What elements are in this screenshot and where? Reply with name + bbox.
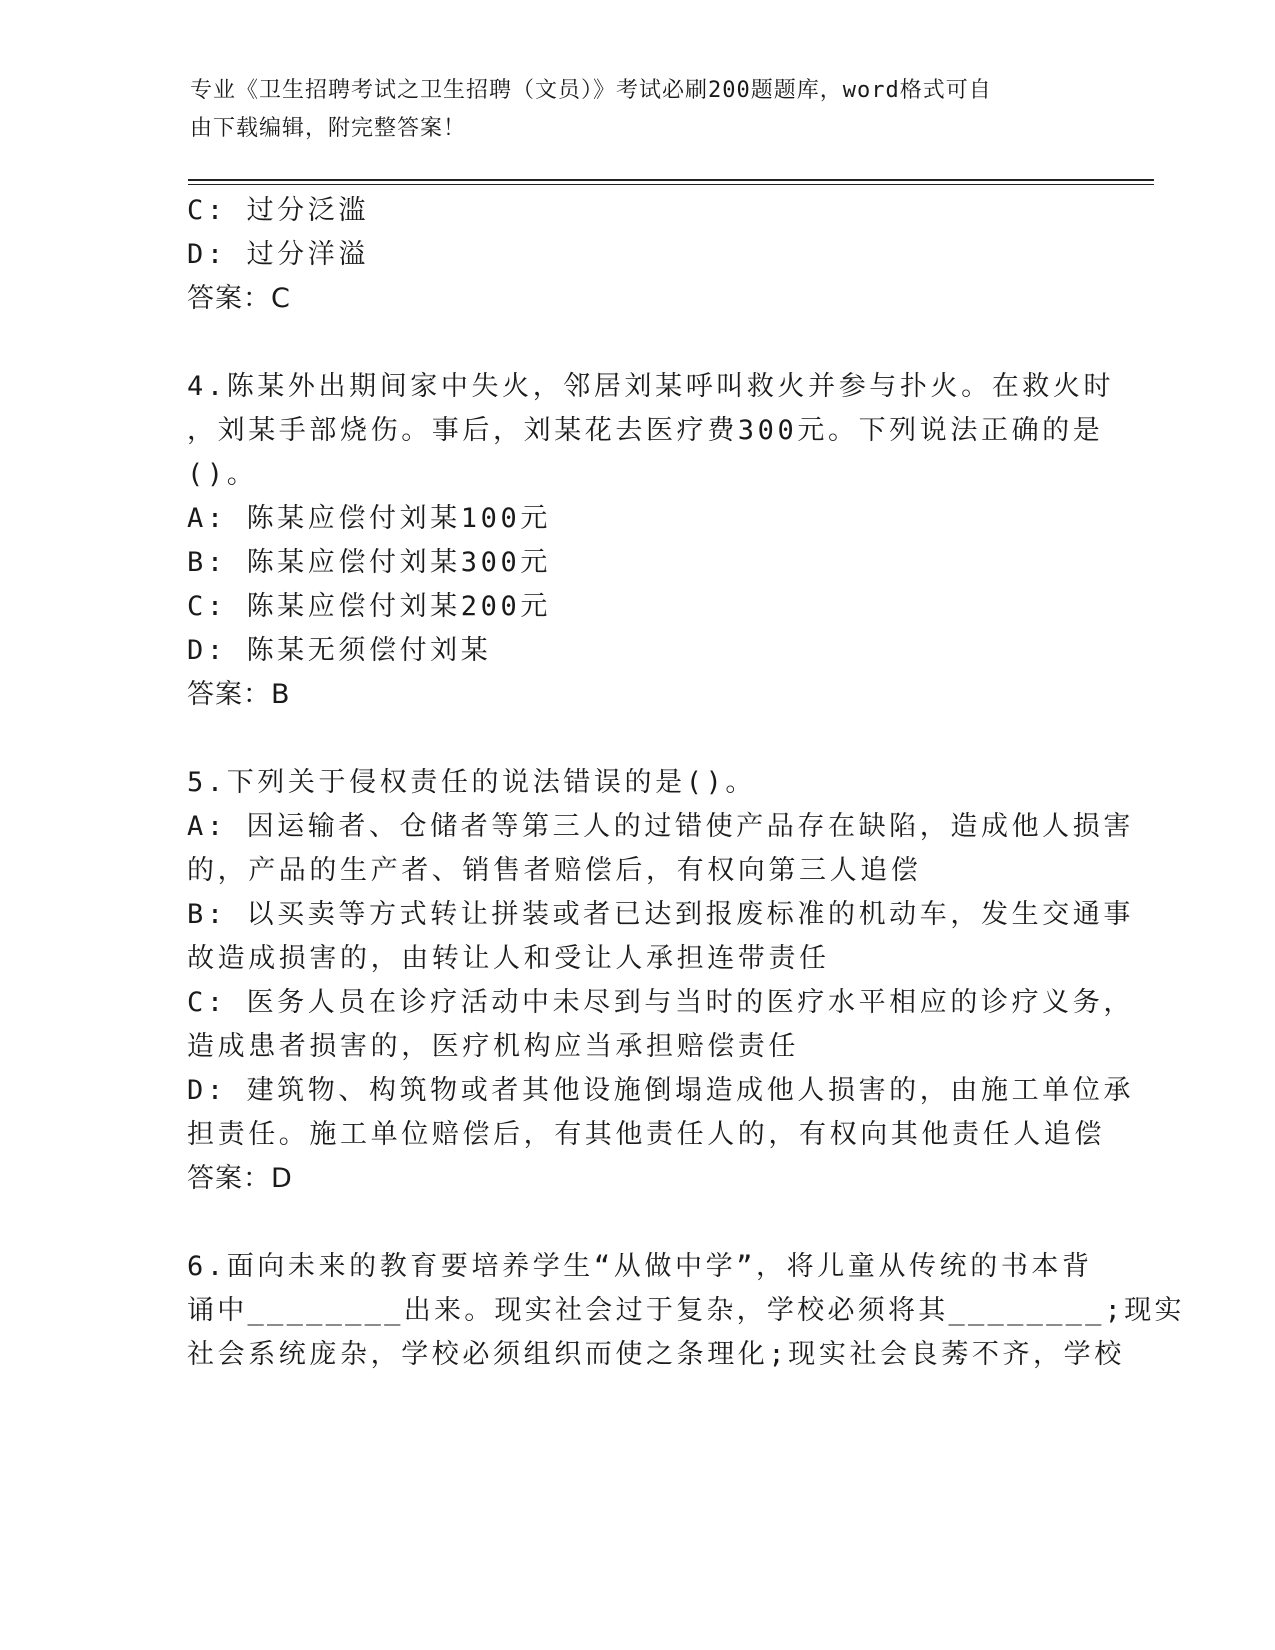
q5-option-b-line-2: 故造成损害的，由转让人和受让人承担连带责任 [187,943,830,974]
q5-option-b-line-1: B: 以买卖等方式转让拼装或者已达到报废标准的机动车，发生交通事 [187,899,1134,930]
q5-answer: 答案：D [187,1163,293,1194]
q5-option-d-line-2: 担责任。施工单位赔偿后，有其他责任人的，有权向其他责任人追偿 [187,1119,1105,1150]
q4-stem-line-1: 4.陈某外出期间家中失火，邻居刘某呼叫救火并参与扑火。在救火时 [187,371,1115,402]
q4-stem-line-3: ()。 [187,459,258,490]
q5-option-a-line-1: A: 因运输者、仓储者等第三人的过错使产品存在缺陷，造成他人损害 [187,811,1134,842]
prev-option-c: C: 过分泛滥 [187,195,369,226]
header-line-1: 专业《卫生招聘考试之卫生招聘（文员）》考试必刷200题题库，word格式可自 [190,78,992,103]
q4-answer: 答案：B [187,679,291,710]
q5-option-c-line-2: 造成患者损害的，医疗机构应当承担赔偿责任 [187,1031,799,1062]
q4-stem-line-2: ，刘某手部烧伤。事后，刘某花去医疗费300元。下列说法正确的是 [187,415,1104,446]
header-divider-thin [188,184,1154,185]
header-line-2: 由下载编辑，附完整答案！ [190,116,467,141]
q5-option-a-line-2: 的，产品的生产者、销售者赔偿后，有权向第三人追偿 [187,855,922,886]
page-header [190,72,1090,148]
q4-option-d: D: 陈某无须偿付刘某 [187,635,492,666]
q6-stem-line-1: 6.面向未来的教育要培养学生“从做中学”，将儿童从传统的书本背 [187,1251,1093,1282]
prev-answer: 答案：C [187,283,291,314]
q5-stem: 5.下列关于侵权责任的说法错误的是()。 [187,767,757,798]
q5-option-c-line-1: C: 医务人员在诊疗活动中未尽到与当时的医疗水平相应的诊疗义务， [187,987,1134,1018]
q6-stem-line-3: 社会系统庞杂，学校必须组织而使之条理化;现实社会良莠不齐，学校 [187,1339,1125,1370]
q4-option-c: C: 陈某应偿付刘某200元 [187,591,551,622]
q6-stem-line-2: 诵中________出来。现实社会过于复杂，学校必须将其________;现实 [187,1295,1185,1326]
q4-option-a: A: 陈某应偿付刘某100元 [187,503,551,534]
q4-option-b: B: 陈某应偿付刘某300元 [187,547,551,578]
prev-option-d: D: 过分洋溢 [187,239,369,270]
header-divider-thick [188,179,1154,181]
q5-option-d-line-1: D: 建筑物、构筑物或者其他设施倒塌造成他人损害的，由施工单位承 [187,1075,1134,1106]
